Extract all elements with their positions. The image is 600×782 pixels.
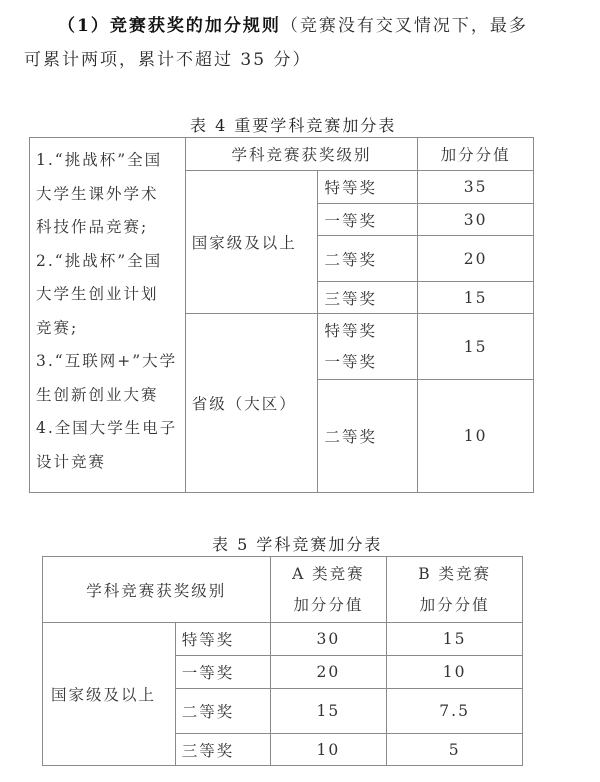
award-cell: 一等奖 xyxy=(175,656,270,689)
competition-line: 3.“互联网+”大学 xyxy=(36,352,178,370)
award-cell: 特等奖 xyxy=(318,171,418,204)
b-points-cell: 10 xyxy=(387,656,523,689)
competition-line: 2.“挑战杯”全国 xyxy=(36,251,163,270)
award-cell xyxy=(318,314,418,380)
table4-important-competitions xyxy=(29,137,534,493)
rule-note: （竞赛没有交叉情况下，最多 xyxy=(280,16,528,36)
competition-line: 设计竞赛 xyxy=(36,452,107,471)
table5-competitions xyxy=(42,556,523,766)
header-a-points xyxy=(270,557,387,623)
header-line: B 类竞赛 xyxy=(418,564,492,583)
a-points-cell: 10 xyxy=(270,734,387,766)
rule-heading-line xyxy=(58,8,528,44)
header-line: 加分分值 xyxy=(419,595,490,614)
header-b-points xyxy=(387,557,523,623)
award-line: 一等奖 xyxy=(324,352,377,371)
b-points-cell: 15 xyxy=(387,623,523,656)
award-cell: 一等奖 xyxy=(318,204,418,236)
b-points-cell: 5 xyxy=(387,734,523,766)
table4-caption: 表 4 重要学科竞赛加分表 xyxy=(190,116,397,135)
a-points-cell: 20 xyxy=(270,656,387,689)
points-cell: 15 xyxy=(418,282,534,314)
a-points-cell: 30 xyxy=(270,623,387,656)
points-cell: 20 xyxy=(418,236,534,282)
award-cell: 三等奖 xyxy=(318,282,418,314)
b-points-cell: 7.5 xyxy=(387,689,523,734)
award-line: 特等奖 xyxy=(324,321,377,340)
header-line: A 类竞赛 xyxy=(292,564,365,583)
header-level: 学科竞赛获奖级别 xyxy=(185,138,418,171)
competition-line: 4.全国大学生电子 xyxy=(36,419,178,437)
a-points-cell: 15 xyxy=(270,689,387,734)
competition-line: 1.“挑战杯”全国 xyxy=(36,151,163,169)
level-provincial: 省级（大区） xyxy=(185,314,318,493)
award-cell: 三等奖 xyxy=(175,734,270,766)
competition-line: 生创新创业大赛 xyxy=(36,385,159,404)
points-cell: 15 xyxy=(418,314,534,380)
points-cell: 30 xyxy=(418,204,534,236)
competition-list xyxy=(30,138,186,493)
rule-note-line2: 可累计两项，累计不超过 35 分） xyxy=(24,50,312,70)
points-cell: 35 xyxy=(418,171,534,204)
competition-line: 竞赛; xyxy=(36,318,79,337)
competition-line: 大学生课外学术 xyxy=(36,184,159,203)
award-cell: 二等奖 xyxy=(175,689,270,734)
competition-line: 大学生创业计划 xyxy=(36,285,159,303)
award-cell: 二等奖 xyxy=(318,236,418,282)
level-national: 国家级及以上 xyxy=(185,171,318,314)
award-cell: 二等奖 xyxy=(318,380,418,493)
rule-heading: （1）竞赛获奖的加分规则 xyxy=(58,16,281,36)
header-level: 学科竞赛获奖级别 xyxy=(43,557,271,623)
competition-line: 科技作品竞赛; xyxy=(36,218,149,236)
points-cell: 10 xyxy=(418,380,534,493)
table5-caption: 表 5 学科竞赛加分表 xyxy=(212,535,383,554)
header-line: 加分分值 xyxy=(293,595,364,614)
award-cell: 特等奖 xyxy=(175,623,270,656)
level-national: 国家级及以上 xyxy=(43,623,176,766)
header-points: 加分分值 xyxy=(418,138,534,171)
